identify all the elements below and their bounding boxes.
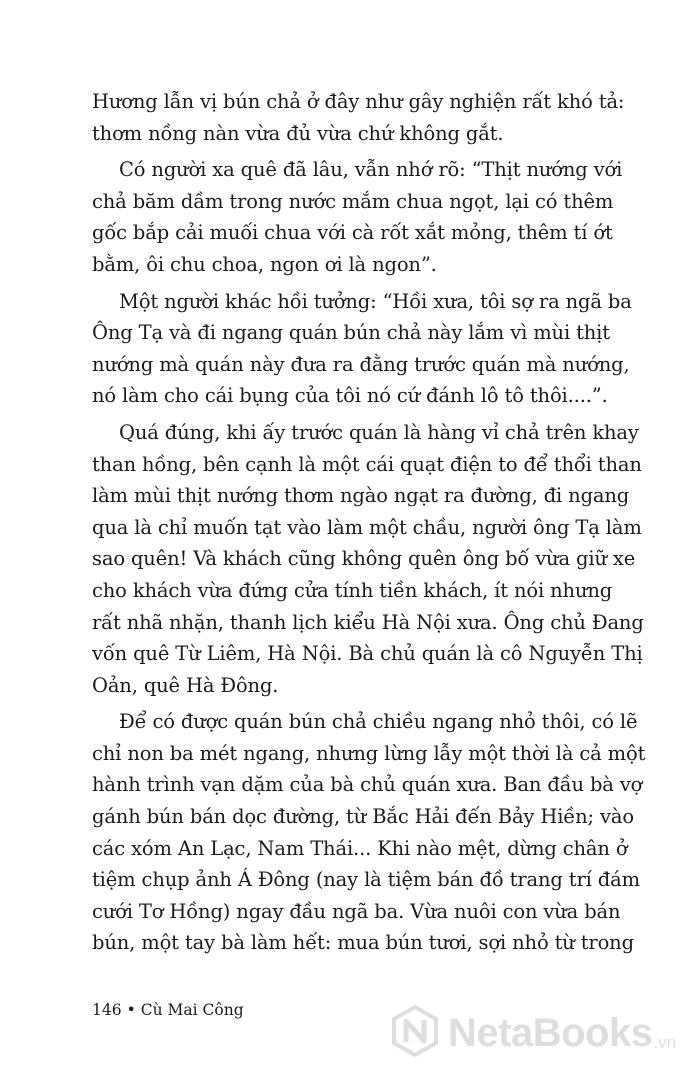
watermark-suffix: .vn	[653, 1033, 677, 1052]
page-body-text	[92, 86, 646, 964]
text-line: Hương lẫn vị bún chả ở đây như gây nghiện rất khó tả:	[92, 90, 625, 113]
paragraph	[92, 86, 632, 149]
text-line: hành trình vạn dặm của bà chủ quán xưa. Ban đầu bà vợ	[92, 773, 643, 797]
netabooks-watermark	[390, 1003, 676, 1063]
text-line: làm mùi thịt nướng thơm ngào ngạt ra đường, đi ngang	[92, 484, 630, 508]
text-line: qua là chỉ muốn tạt vào làm một chầu, người ông Tạ làm	[92, 515, 642, 539]
text-line: rất nhã nhặn, thanh lịch kiểu Hà Nội xưa. Ông chủ Đang	[92, 610, 644, 634]
text-line: tiệm chụp ảnh Á Đông (nay là tiệm bán đồ trang trí đám	[92, 868, 640, 892]
text-line: nó làm cho cái bụng của tôi nó cứ đánh lô tô thôi....”.	[92, 384, 608, 408]
text-line: than hồng, bên cạnh là một cái quạt điện to để thổi than	[92, 452, 642, 476]
netabooks-logo-icon	[390, 1004, 440, 1063]
author-name: Cù Mai Công	[140, 1001, 244, 1019]
text-line: gánh bún bán dọc đường, từ Bắc Hải đến Bảy Hiền; vào	[92, 805, 634, 829]
text-line: chỉ non ba mét ngang, nhưng lừng lẫy một thời là cả một	[92, 741, 646, 765]
text-line: cưới Tơ Hồng) ngay đầu ngã ba. Vừa nuôi con vừa bán	[92, 899, 621, 923]
text-line: thơm nồng nàn vừa đủ vừa chứ không gắt.	[92, 121, 504, 145]
paragraph	[92, 154, 632, 280]
text-line: Oản, quê Hà Đông.	[92, 673, 279, 697]
paragraph	[92, 417, 644, 701]
watermark-text: NetaBooks	[448, 1010, 653, 1055]
text-line: bún, một tay bà làm hết: mua bún tươi, sợi nhỏ từ trong	[92, 931, 634, 955]
text-line: Để có được quán bún chả chiều ngang nhỏ thôi, có lẽ	[119, 710, 638, 734]
text-line: các xóm An Lạc, Nam Thái... Khi nào mệt, dừng chân ở	[92, 836, 628, 860]
text-line: chả băm dầm trong nước mắm chua ngọt, lại có thêm	[92, 189, 614, 213]
footer-separator: •	[126, 1001, 136, 1019]
text-line: vốn quê Từ Liêm, Hà Nội. Bà chủ quán là cô Nguyễn Thị	[92, 642, 643, 666]
text-line: sao quên! Và khách cũng không quên ông bố vừa giữ xe	[92, 547, 636, 571]
text-line: Có người xa quê đã lâu, vẫn nhớ rõ: “Thịt nướng với	[119, 158, 623, 182]
paragraph	[92, 286, 632, 412]
text-line: gốc bắp cải muối chua với cà rốt xắt mỏng, thêm tí ớt	[92, 221, 613, 245]
text-line: cho khách vừa đứng cửa tính tiền khách, ít nói nhưng	[92, 578, 613, 602]
text-line: bằm, ôi chu choa, ngon ơi là ngon”.	[92, 252, 437, 276]
text-line: Ông Tạ và đi ngang quán bún chả này lắm vì mùi thịt	[92, 321, 610, 345]
paragraph	[92, 706, 646, 959]
page-footer	[92, 1001, 244, 1019]
text-line: nướng mà quán này đưa ra đằng trước quán mà nướng,	[92, 352, 630, 376]
text-line: Quá đúng, khi ấy trước quán là hàng vỉ chả trên khay	[119, 420, 639, 444]
text-line: Một người khác hồi tưởng: “Hồi xưa, tôi sợ ra ngã ba	[119, 289, 632, 313]
page-number: 146	[92, 1001, 122, 1019]
